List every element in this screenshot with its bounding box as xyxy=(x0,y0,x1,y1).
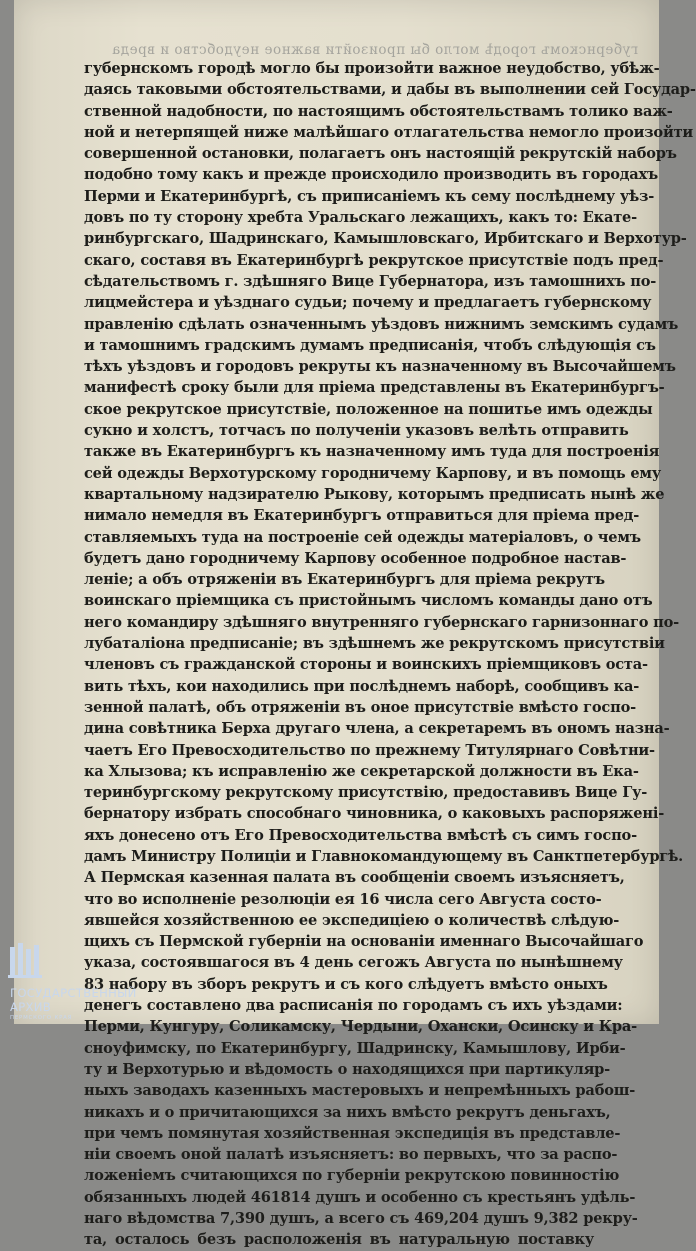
archive-name-line1: ГОСУДАРСТВЕННЫЙ xyxy=(10,986,137,1000)
document-page xyxy=(14,0,696,1249)
text-line: А Пермская казенная палата въ сообщеніи своемъ изъясняетъ, xyxy=(84,869,625,887)
text-line: ту и Верхотурью и вѣдомость о находящихся при партикуляр- xyxy=(84,1060,611,1078)
text-line: воинскаго пріемщика съ пристойнымъ числомъ команды дано отъ xyxy=(84,592,653,610)
text-line: ственной надобности, по настоящимъ обстоятельствамъ толико важ- xyxy=(84,102,673,120)
bleedthrough-text: губернскомъ городѣ могло бы произойти важное неудобство и вреда xyxy=(111,42,638,58)
text-line: ной и нетерпящей ниже малѣйшаго отлагательства немогло произойти xyxy=(84,123,694,141)
text-line: зенной палатѣ, объ отряженіи въ оное присутствіе вмѣсто госпо- xyxy=(84,698,636,716)
text-line: губернскомъ городѣ могло бы произойти важное неудобство, убѣж- xyxy=(84,60,660,77)
text-line: даясь таковыми обстоятельствами, и дабы въ выполнении сей Государ- xyxy=(84,81,696,99)
text-line: него командиру здѣшняго внутренняго губернскаго гарнизоннаго по- xyxy=(84,613,680,631)
text-line: ское рекрутское присутствіе, положенное на пошитье имъ одежды xyxy=(84,400,653,418)
text-line: манифестѣ сроку были для пріема представлены въ Екатеринбургъ- xyxy=(84,379,665,397)
archive-emblem-icon xyxy=(8,943,54,987)
text-line: указа, состоявшагося въ 4 день сегожъ Августа по нынѣшнему xyxy=(84,954,623,972)
text-line: членовъ съ гражданской стороны и воинскихъ пріемщиковъ оста- xyxy=(84,656,648,674)
text-line: при чемъ помянутая хозяйственная экспедиція въ представле- xyxy=(84,1124,621,1142)
archive-name-line2: АРХИВ xyxy=(10,1000,51,1014)
text-line: Перми и Екатеринбургѣ, съ приписаніемъ къ сему послѣднему уѣз- xyxy=(84,187,655,205)
text-line: 83 набору въ зборъ рекрутъ и съ кого слѣдуетъ вмѣсто оныхъ xyxy=(84,975,608,993)
text-line: никахъ и о причитающихся за нихъ вмѣсто рекрутъ деньгахъ, xyxy=(84,1103,611,1121)
text-line: дамъ Министру Полиціи и Главнокомандующему въ Санктпетербургѣ. xyxy=(84,847,684,865)
text-line: правленію сдѣлать означеннымъ уѣздовъ нижнимъ земскимъ судамъ xyxy=(84,315,679,333)
text-line: квартальному надзирателю Рыкову, которымъ предписать нынѣ же xyxy=(84,485,665,503)
text-line: будетъ дано городничему Карпову особенное подробное настав- xyxy=(84,549,627,567)
text-line: что во исполненіе резолюціи ея 16 числа сего Августа состо- xyxy=(84,890,602,908)
text-line: яхъ донесено отъ Его Превосходительства вмѣстѣ съ симъ госпо- xyxy=(84,826,637,844)
text-line: обязанныхъ людей 461814 душъ и особенно съ крестьянъ удѣль- xyxy=(84,1188,636,1206)
text-line: чаетъ Его Превосходительство по прежнему Титулярнаго Совѣтни- xyxy=(84,741,655,759)
text-line: бернатору избрать способнаго чиновника, о каковыхъ распоряжені- xyxy=(84,805,665,823)
text-line: наго вѣдомства 7,390 душъ, а всего съ 469,204 душъ 9,382 рекру- xyxy=(84,1210,638,1228)
text-line: ка Хлызова; къ исправленію же секретарской должности въ Ека- xyxy=(84,762,639,780)
text-line: сей одежды Верхотурскому городничему Карпову, и въ помощь ему xyxy=(84,464,662,482)
archive-name-line3: ПЕРМСКОГО КРАЯ xyxy=(10,1015,73,1021)
text-line: также въ Екатеринбургъ къ назначенному имъ туда для построенія xyxy=(84,443,660,461)
text-line: Перми, Кунгуру, Соликамску, Чердыни, Охански, Осинску и Кра- xyxy=(84,1018,637,1036)
text-line: денегъ составлено два расписанія по городамъ съ ихъ уѣздами: xyxy=(84,997,623,1015)
text-line: ринбургскаго, Шадринскаго, Камышловскаго, Ирбитскаго и Верхотур- xyxy=(84,230,687,248)
text-line: дина совѣтника Берха другаго члена, а секретаремъ въ ономъ назна- xyxy=(84,720,670,738)
text-line: лицмейстера и уѣзднаго судьи; почему и предлагаетъ губернскому xyxy=(84,294,652,312)
text-line: вить тѣхъ, кои находились при послѣднемъ наборѣ, сообщивъ ка- xyxy=(84,677,640,695)
text-line: сѣдательствомъ г. здѣшняго Вице Губернатора, изъ тамошнихъ по- xyxy=(84,272,657,290)
text-line: ніи своемъ оной палатѣ изъясняетъ: во первыхъ, что за распо- xyxy=(84,1146,618,1164)
text-line: и тамошнимъ градскимъ думамъ предписанія, чтобъ слѣдующія съ xyxy=(84,336,656,354)
archive-watermark-logo xyxy=(8,943,168,1023)
text-line: подобно тому какъ и прежде происходило производить въ городахъ xyxy=(84,166,659,184)
text-line: ныхъ заводахъ казенныхъ мастеровыхъ и непремѣнныхъ рабош- xyxy=(84,1082,636,1100)
text-line: ставляемыхъ туда на построеніе сей одежды матеріаловъ, о чемъ xyxy=(84,528,641,546)
text-line: довъ по ту сторону хребта Уральскаго лежащихъ, какъ то: Екате- xyxy=(84,209,637,227)
text-line: нимало немедля въ Екатеринбургъ отправиться для пріема пред- xyxy=(84,507,640,525)
text-line: явшейся хозяйственною ее экспедиціею о количествѣ слѣдую- xyxy=(84,911,620,929)
text-line: леніе; а объ отряженіи въ Екатеринбургъ для пріема рекрутъ xyxy=(84,571,605,589)
text-line: теринбургскому рекрутскому присутствію, предоставивъ Вице Гу- xyxy=(84,784,648,802)
text-line: тѣхъ уѣздовъ и городовъ рекруты къ назначенному въ Высочайшемъ xyxy=(84,358,676,376)
text-line: совершенной остановки, полагаетъ онъ настоящій рекрутскій наборъ xyxy=(84,145,677,163)
text-line: щихъ съ Пермской губерніи на основаніи именнаго Высочайшаго xyxy=(84,933,644,951)
text-line: скаго, составя въ Екатеринбургѣ рекрутское присутствіе подъ пред- xyxy=(84,251,664,269)
text-line: сноуфимску, по Екатеринбургу, Шадринску, Камышлову, Ирби- xyxy=(84,1039,626,1057)
text-line: лубаталіона предписаніе; въ здѣшнемъ же рекрутскомъ присутствіи xyxy=(84,635,665,653)
text-line: та, осталось безъ расположенія въ натуральную поставку xyxy=(84,1231,594,1249)
text-line: ложеніемъ считающихся по губерніи рекрутскою повинностію xyxy=(84,1167,620,1185)
document-body xyxy=(84,58,696,1251)
text-line: сукно и холстъ, тотчасъ по полученіи указовъ велѣть отправить xyxy=(84,422,629,440)
